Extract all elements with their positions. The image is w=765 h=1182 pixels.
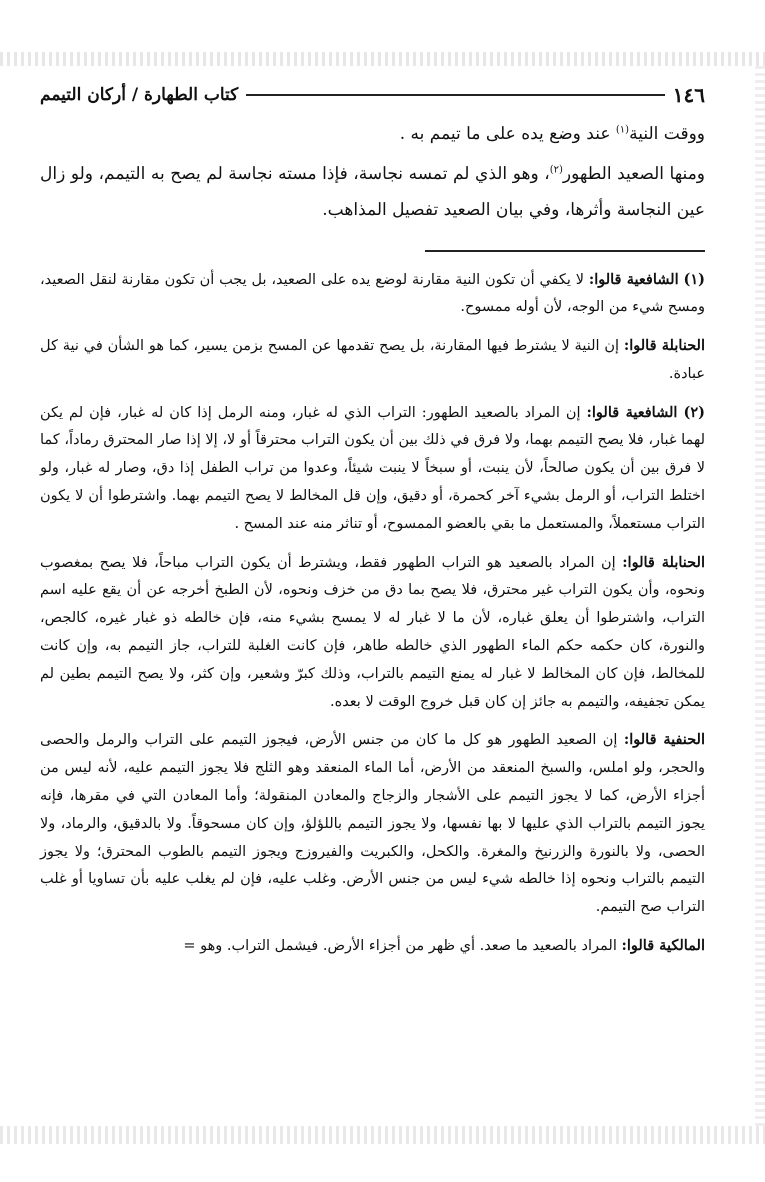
footnote-ref[interactable]: (١) [615, 124, 630, 136]
footnote-separator [425, 250, 705, 252]
running-header [40, 80, 705, 110]
header-rule [246, 94, 665, 96]
main-paragraph: ومنها الصعيد الطهور$^{(٢)}$، وهو الذي لم تمسه نجاسة، فإذا مسته نجاسة لم يصح به التيمم، ولو زال عين النجاسة وأثرها، وفي بيان الصعيد تفصيل المذاهب. [40, 164, 706, 220]
school-label: الحنفية قالوا: [623, 731, 705, 749]
footnote: الحنفية قالوا: إن الصعيد الطهور هو كل ما كان من جنس الأرض، فيجوز التيمم على التراب والرمل والحصى والحجر، ولو املس، والسبخ المنعقد من الأرض، أما الماء المنعقد وهو الثلج فلا يجوز التيمم عليه، لأنه ليس من أجزاء الأرض، كما لا يجوز التيمم على الأشجار والزجاج والمعادن المنقولة؛ وأما المعادن التي في مقرها، فإنه يجوز التيمم بالتراب الذي عليها لا بها نفسها، ولا يجوز التيمم باللؤلؤ، وإن كان مسحوقاً. ولا بالدقيق، والرماد، ولا الحصى، ولا بالنورة والزرنيخ والمغرة. والكحل، والكبريت والفيروزج ويجوز التيمم بالطوب المحترق؛ ولا يجوز التيمم بالتراب ونحوه إذا خالطه شيء ليس من جنس الأرض. وغلب عليه، فإن لم يغلب عليه بأن تساويا أو غلب التراب صح التيمم. [40, 731, 705, 916]
main-text [40, 116, 705, 228]
bottom-ornament-border [0, 1126, 765, 1144]
footnote-ref[interactable]: (٢) [549, 164, 563, 176]
chapter-title: كتاب الطهارة / أركان التيمم [40, 85, 239, 105]
footnote: (٢) الشافعية قالوا: إن المراد بالصعيد الطهور: التراب الذي له غبار، ومنه الرمل إذا كان له غبار، فإن لم يكن لهما غبار، فلا يصح التيمم بهما، ولا فرق في ذلك بين أن يكون التراب محترقاً أو لا، إلا إذا صار المحترق رماداً، كما لا فرق بين أن يكون صالحاً، لأن ينبت، أو سبخاً لا ينبت شيئاً، وعدوا من تراب الطفل إذا دق، وصار له غبار، ولو اختلط التراب، أو الرمل بشيء آخر كحمرة، أو دقيق، وإن قل المخالط لا يصح التيمم بهما. واشترطوا أن لا يكون التراب مستعملاً، والمستعمل ما بقي بالعضو الممسوح، أو تناثر منه عند المسح . [40, 403, 705, 532]
page-number: ١٤٦ [672, 83, 705, 107]
book-page [40, 80, 705, 971]
school-label: المالكية قالوا: [621, 937, 705, 955]
main-paragraph: ووقت النية$^{(١)}$ عند وضع يده على ما تيمم به . [399, 124, 705, 144]
footnote: المالكية قالوا: المراد بالصعيد ما صعد. أي ظهر من أجزاء الأرض. فيشمل التراب. وهو = [183, 937, 705, 955]
right-ornament-border [755, 66, 765, 1126]
school-label: الشافعية قالوا: [588, 270, 679, 288]
school-label: الحنابلة قالوا: [623, 337, 705, 355]
footnote: (١) الشافعية قالوا: لا يكفي أن تكون النية مقارنة لوضع يده على الصعيد، بل يجب أن تكون مقارنة لنقل الصعيد، ومسح شيء من الوجه، لأن أوله ممسوح. [40, 270, 705, 316]
school-label: الشافعية قالوا: [586, 403, 678, 421]
school-label: الحنابلة قالوا: [622, 553, 705, 571]
footnote: الحنابلة قالوا: إن المراد بالصعيد هو التراب الطهور فقط، ويشترط أن يكون التراب مباحاً، فلا يصح بمغصوب ونحوه، وأن يكون التراب غير محترق، فلا يصح بما دق من خزف ونحوه، لأن الطبخ أخرجه عن أن يقع عليه اسم التراب، واشترطوا أن يعلق غباره، لأن ما لا غبار له لا يمسح بشيء منه، فإن خالطه ذو غبار غيره، كالجص، والنورة، كان حكمه حكم الماء الطهور الذي خالطه طاهر، فإن كانت الغلبة للتراب، جاز التيمم به، وإن كانت للمخالط، فإن كان المخالط لا غبار له يمنع التيمم بالتراب، وذلك كبرّ وشعير، وإن كثر، ولا يصح التيمم بطين لم يمكن تجفيفه، والتيمم به جائز إن كان قبل خروج الوقت لا بعده. [40, 553, 705, 710]
top-ornament-border [0, 52, 765, 66]
footnote: الحنابلة قالوا: إن النية لا يشترط فيها المقارنة، بل يصح تقدمها عن المسح بزمن يسير، كما هو الشأن في نية كل عبادة. [40, 337, 705, 382]
footnotes [40, 266, 705, 961]
